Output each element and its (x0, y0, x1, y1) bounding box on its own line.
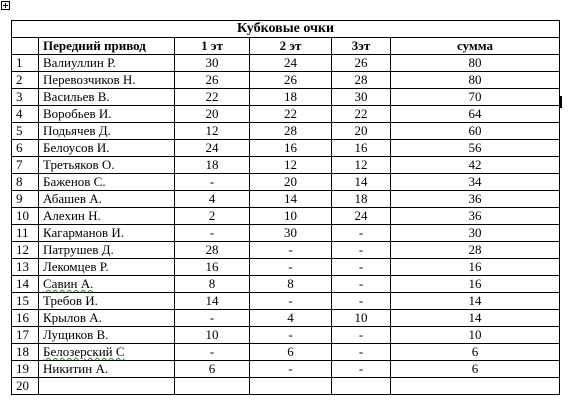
competitor-name: Воробьев И. (39, 106, 175, 123)
table-row (12, 225, 560, 242)
stage3-points: 22 (332, 106, 391, 123)
stage3-points: - (332, 327, 391, 344)
stage1-points: 2 (175, 208, 250, 225)
table-row (12, 208, 560, 225)
competitor-name: Никитин А. (39, 361, 175, 378)
stage1-points: - (175, 225, 250, 242)
competitor-name: Требов И. (39, 293, 175, 310)
stage3-points: - (332, 242, 391, 259)
stage3-points: 14 (332, 174, 391, 191)
table-row (12, 140, 560, 157)
total-points: 56 (391, 140, 560, 157)
row-number: 7 (12, 157, 39, 174)
table-row (12, 378, 560, 395)
table-row (12, 344, 560, 361)
header-row (12, 38, 560, 55)
spellcheck-underlined-text: Савин А. (43, 276, 94, 291)
stage1-points: 8 (175, 276, 250, 293)
stage1-points (175, 378, 250, 395)
stage3-points: 26 (332, 55, 391, 72)
row-number: 11 (12, 225, 39, 242)
stage3-points: 10 (332, 310, 391, 327)
stage2-points: - (250, 361, 332, 378)
stage3-points: - (332, 344, 391, 361)
competitor-name: Подьячев Д. (39, 123, 175, 140)
table-row (12, 310, 560, 327)
total-points: 6 (391, 344, 560, 361)
header-name: Передний привод (39, 38, 175, 55)
total-points: 16 (391, 259, 560, 276)
table-row (12, 106, 560, 123)
row-number: 15 (12, 293, 39, 310)
total-points: 10 (391, 327, 560, 344)
table-row (12, 293, 560, 310)
table-row (12, 55, 560, 72)
stage1-points: - (175, 174, 250, 191)
stage2-points: - (250, 327, 332, 344)
stage3-points: - (332, 361, 391, 378)
stage1-points: 28 (175, 242, 250, 259)
stage3-points: 20 (332, 123, 391, 140)
stage1-points: 26 (175, 72, 250, 89)
stage2-points: - (250, 242, 332, 259)
table-move-handle-icon[interactable] (1, 1, 10, 10)
total-points: 36 (391, 191, 560, 208)
stage3-points: 30 (332, 89, 391, 106)
competitor-name: Патрушев Д. (39, 242, 175, 259)
row-number: 9 (12, 191, 39, 208)
row-number: 4 (12, 106, 39, 123)
stage1-points: 14 (175, 293, 250, 310)
table-row (12, 361, 560, 378)
table-row (12, 72, 560, 89)
row-number: 6 (12, 140, 39, 157)
row-number: 2 (12, 72, 39, 89)
stage2-points: - (250, 259, 332, 276)
table-row (12, 157, 560, 174)
stage3-points: 12 (332, 157, 391, 174)
row-number: 17 (12, 327, 39, 344)
total-points: 42 (391, 157, 560, 174)
stage1-points: 20 (175, 106, 250, 123)
total-points: 30 (391, 225, 560, 242)
competitor-name: Васильев В. (39, 89, 175, 106)
competitor-name: Алехин Н. (39, 208, 175, 225)
stage2-points: 18 (250, 89, 332, 106)
stage1-points: 12 (175, 123, 250, 140)
stage2-points: 12 (250, 157, 332, 174)
header-stage1: 1 эт (175, 38, 250, 55)
table-row (12, 327, 560, 344)
total-points: 64 (391, 106, 560, 123)
competitor-name: Белоусов И. (39, 140, 175, 157)
total-points: 34 (391, 174, 560, 191)
stage3-points: - (332, 225, 391, 242)
stage2-points: 6 (250, 344, 332, 361)
stage3-points: - (332, 259, 391, 276)
results-table (11, 20, 560, 395)
stage1-points: 30 (175, 55, 250, 72)
competitor-name (39, 344, 175, 361)
stage2-points: - (250, 293, 332, 310)
stage2-points: 10 (250, 208, 332, 225)
stage1-points: 16 (175, 259, 250, 276)
header-stage3: 3эт (332, 38, 391, 55)
stage2-points: 30 (250, 225, 332, 242)
competitor-name: Перевозчиков Н. (39, 72, 175, 89)
total-points: 36 (391, 208, 560, 225)
stage2-points: 4 (250, 310, 332, 327)
header-sum: сумма (391, 38, 560, 55)
total-points: 14 (391, 310, 560, 327)
competitor-name: Крылов А. (39, 310, 175, 327)
competitor-name: Кагарманов И. (39, 225, 175, 242)
competitor-name: Валиуллин Р. (39, 55, 175, 72)
row-number: 5 (12, 123, 39, 140)
competitor-name: Лущиков В. (39, 327, 175, 344)
total-points: 28 (391, 242, 560, 259)
row-number: 1 (12, 55, 39, 72)
total-points (391, 378, 560, 395)
stage3-points: 24 (332, 208, 391, 225)
table-row (12, 123, 560, 140)
stage2-points: 26 (250, 72, 332, 89)
stage1-points: 22 (175, 89, 250, 106)
total-points: 16 (391, 276, 560, 293)
table-row (12, 242, 560, 259)
stage3-points: - (332, 276, 391, 293)
stage3-points: - (332, 293, 391, 310)
row-number: 10 (12, 208, 39, 225)
stage1-points: 10 (175, 327, 250, 344)
stage2-points: 20 (250, 174, 332, 191)
row-number: 20 (12, 378, 39, 395)
stage1-points: 4 (175, 191, 250, 208)
stage3-points: 16 (332, 140, 391, 157)
table-row (12, 276, 560, 293)
stage3-points: 18 (332, 191, 391, 208)
stage2-points: 22 (250, 106, 332, 123)
stage2-points: 8 (250, 276, 332, 293)
header-num (12, 38, 39, 55)
row-number: 16 (12, 310, 39, 327)
row-number: 18 (12, 344, 39, 361)
spellcheck-underlined-text: Белозерский С (43, 344, 125, 359)
table-row (12, 89, 560, 106)
total-points: 60 (391, 123, 560, 140)
row-end-marker (560, 96, 562, 108)
stage2-points (250, 378, 332, 395)
stage1-points: 18 (175, 157, 250, 174)
stage3-points: 28 (332, 72, 391, 89)
competitor-name: Абашев А. (39, 191, 175, 208)
row-number: 19 (12, 361, 39, 378)
total-points: 80 (391, 72, 560, 89)
competitor-name: Баженов С. (39, 174, 175, 191)
stage2-points: 16 (250, 140, 332, 157)
stage1-points: 24 (175, 140, 250, 157)
total-points: 70 (391, 89, 560, 106)
total-points: 80 (391, 55, 560, 72)
competitor-name (39, 378, 175, 395)
row-number: 13 (12, 259, 39, 276)
row-number: 14 (12, 276, 39, 293)
table-row (12, 191, 560, 208)
row-number: 12 (12, 242, 39, 259)
header-stage2: 2 эт (250, 38, 332, 55)
stage3-points (332, 378, 391, 395)
table-row (12, 259, 560, 276)
competitor-name: Третьяков О. (39, 157, 175, 174)
stage2-points: 14 (250, 191, 332, 208)
stage1-points: 6 (175, 361, 250, 378)
table-title: Кубковые очки (12, 21, 560, 38)
row-number: 3 (12, 89, 39, 106)
title-row (12, 21, 560, 38)
competitor-name (39, 276, 175, 293)
total-points: 14 (391, 293, 560, 310)
stage2-points: 28 (250, 123, 332, 140)
stage1-points: - (175, 310, 250, 327)
table-row (12, 174, 560, 191)
total-points: 6 (391, 361, 560, 378)
row-number: 8 (12, 174, 39, 191)
stage2-points: 24 (250, 55, 332, 72)
stage1-points: - (175, 344, 250, 361)
competitor-name: Лекомцев Р. (39, 259, 175, 276)
